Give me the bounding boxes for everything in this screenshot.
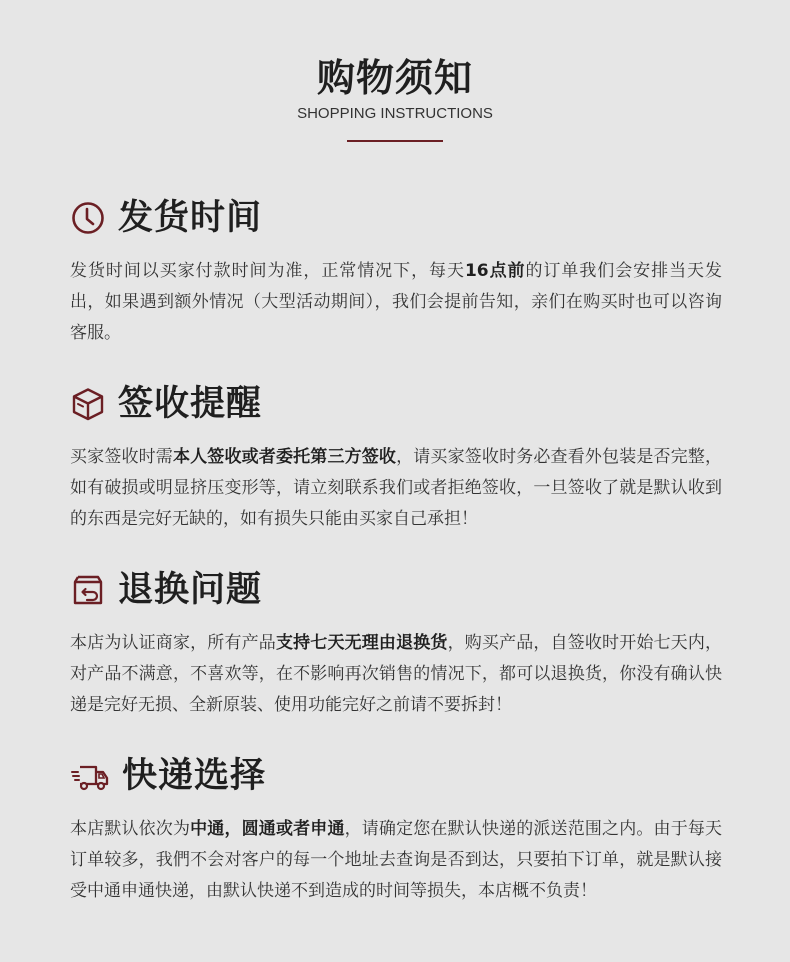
- section-body: [70, 814, 722, 907]
- emphasized-text: 本人签收或者委托第三方签收: [172, 447, 397, 467]
- section-title: 签收提醒: [118, 384, 263, 424]
- section-body: [70, 442, 722, 535]
- return-box-icon: [70, 572, 106, 608]
- emphasized-text: 16点前: [464, 261, 526, 281]
- body-text: ，购买产品，自签收时开始七天内，对产品不满意，不喜欢等，在不影响再次销售的情况下，都可以退换货，你没有确认快递是完好无损、全新原装、使用功能完好之前请不要拆封！: [70, 633, 723, 715]
- delivery-truck-icon: [70, 758, 110, 794]
- body-text: 的订单我们会安排当天发出，如果遇到额外情况（大型活动期间），我们会提前告知，亲们在购买时也可以咨询客服。: [70, 261, 722, 343]
- section-title: 退换问题: [118, 570, 263, 610]
- section-body: [70, 628, 722, 721]
- package-box-icon: [70, 386, 106, 422]
- body-text: 买家签收时需: [70, 447, 173, 467]
- section-header: [70, 194, 722, 242]
- section-title: 快递选择: [122, 756, 267, 796]
- page-title: 购物须知: [316, 56, 473, 100]
- section-shipping-time: [70, 194, 722, 349]
- section-header: [70, 380, 722, 428]
- header-divider: [347, 140, 443, 142]
- page-header: [0, 52, 790, 142]
- section-body: [70, 256, 722, 349]
- body-text: 本店为认证商家，所有产品: [70, 633, 276, 653]
- section-title: 发货时间: [118, 198, 263, 238]
- section-header: [70, 566, 722, 614]
- section-courier-choice: [70, 752, 722, 907]
- body-text: 发货时间以买家付款时间为准，正常情况下，每天: [70, 261, 465, 281]
- emphasized-text: 支持七天无理由退换货: [275, 633, 448, 653]
- section-sign-reminder: [70, 380, 722, 535]
- page-subtitle: SHOPPING INSTRUCTIONS: [297, 105, 493, 122]
- body-text: ，请买家签收时务必查看外包装是否完整，如有破损或明显挤压变形等，请立刻联系我们或者拒绝签收，一旦签收了就是默认收到的东西是完好无缺的，如有损失只能由买家自己承担！: [70, 447, 723, 529]
- clock-icon: [70, 200, 106, 236]
- section-header: [70, 752, 722, 800]
- emphasized-text: 中通，圆通或者申通: [190, 819, 345, 839]
- body-text: ，请确定您在默认快递的派送范围之内。由于每天订单较多，我們不会对客户的每一个地址去查询是否到达，只要拍下订单，就是默认接受中通申通快递，由默认快递不到造成的时间等损失，本店概不负责！: [70, 819, 723, 901]
- body-text: 本店默认依次为: [70, 819, 191, 839]
- section-return-exchange: [70, 566, 722, 721]
